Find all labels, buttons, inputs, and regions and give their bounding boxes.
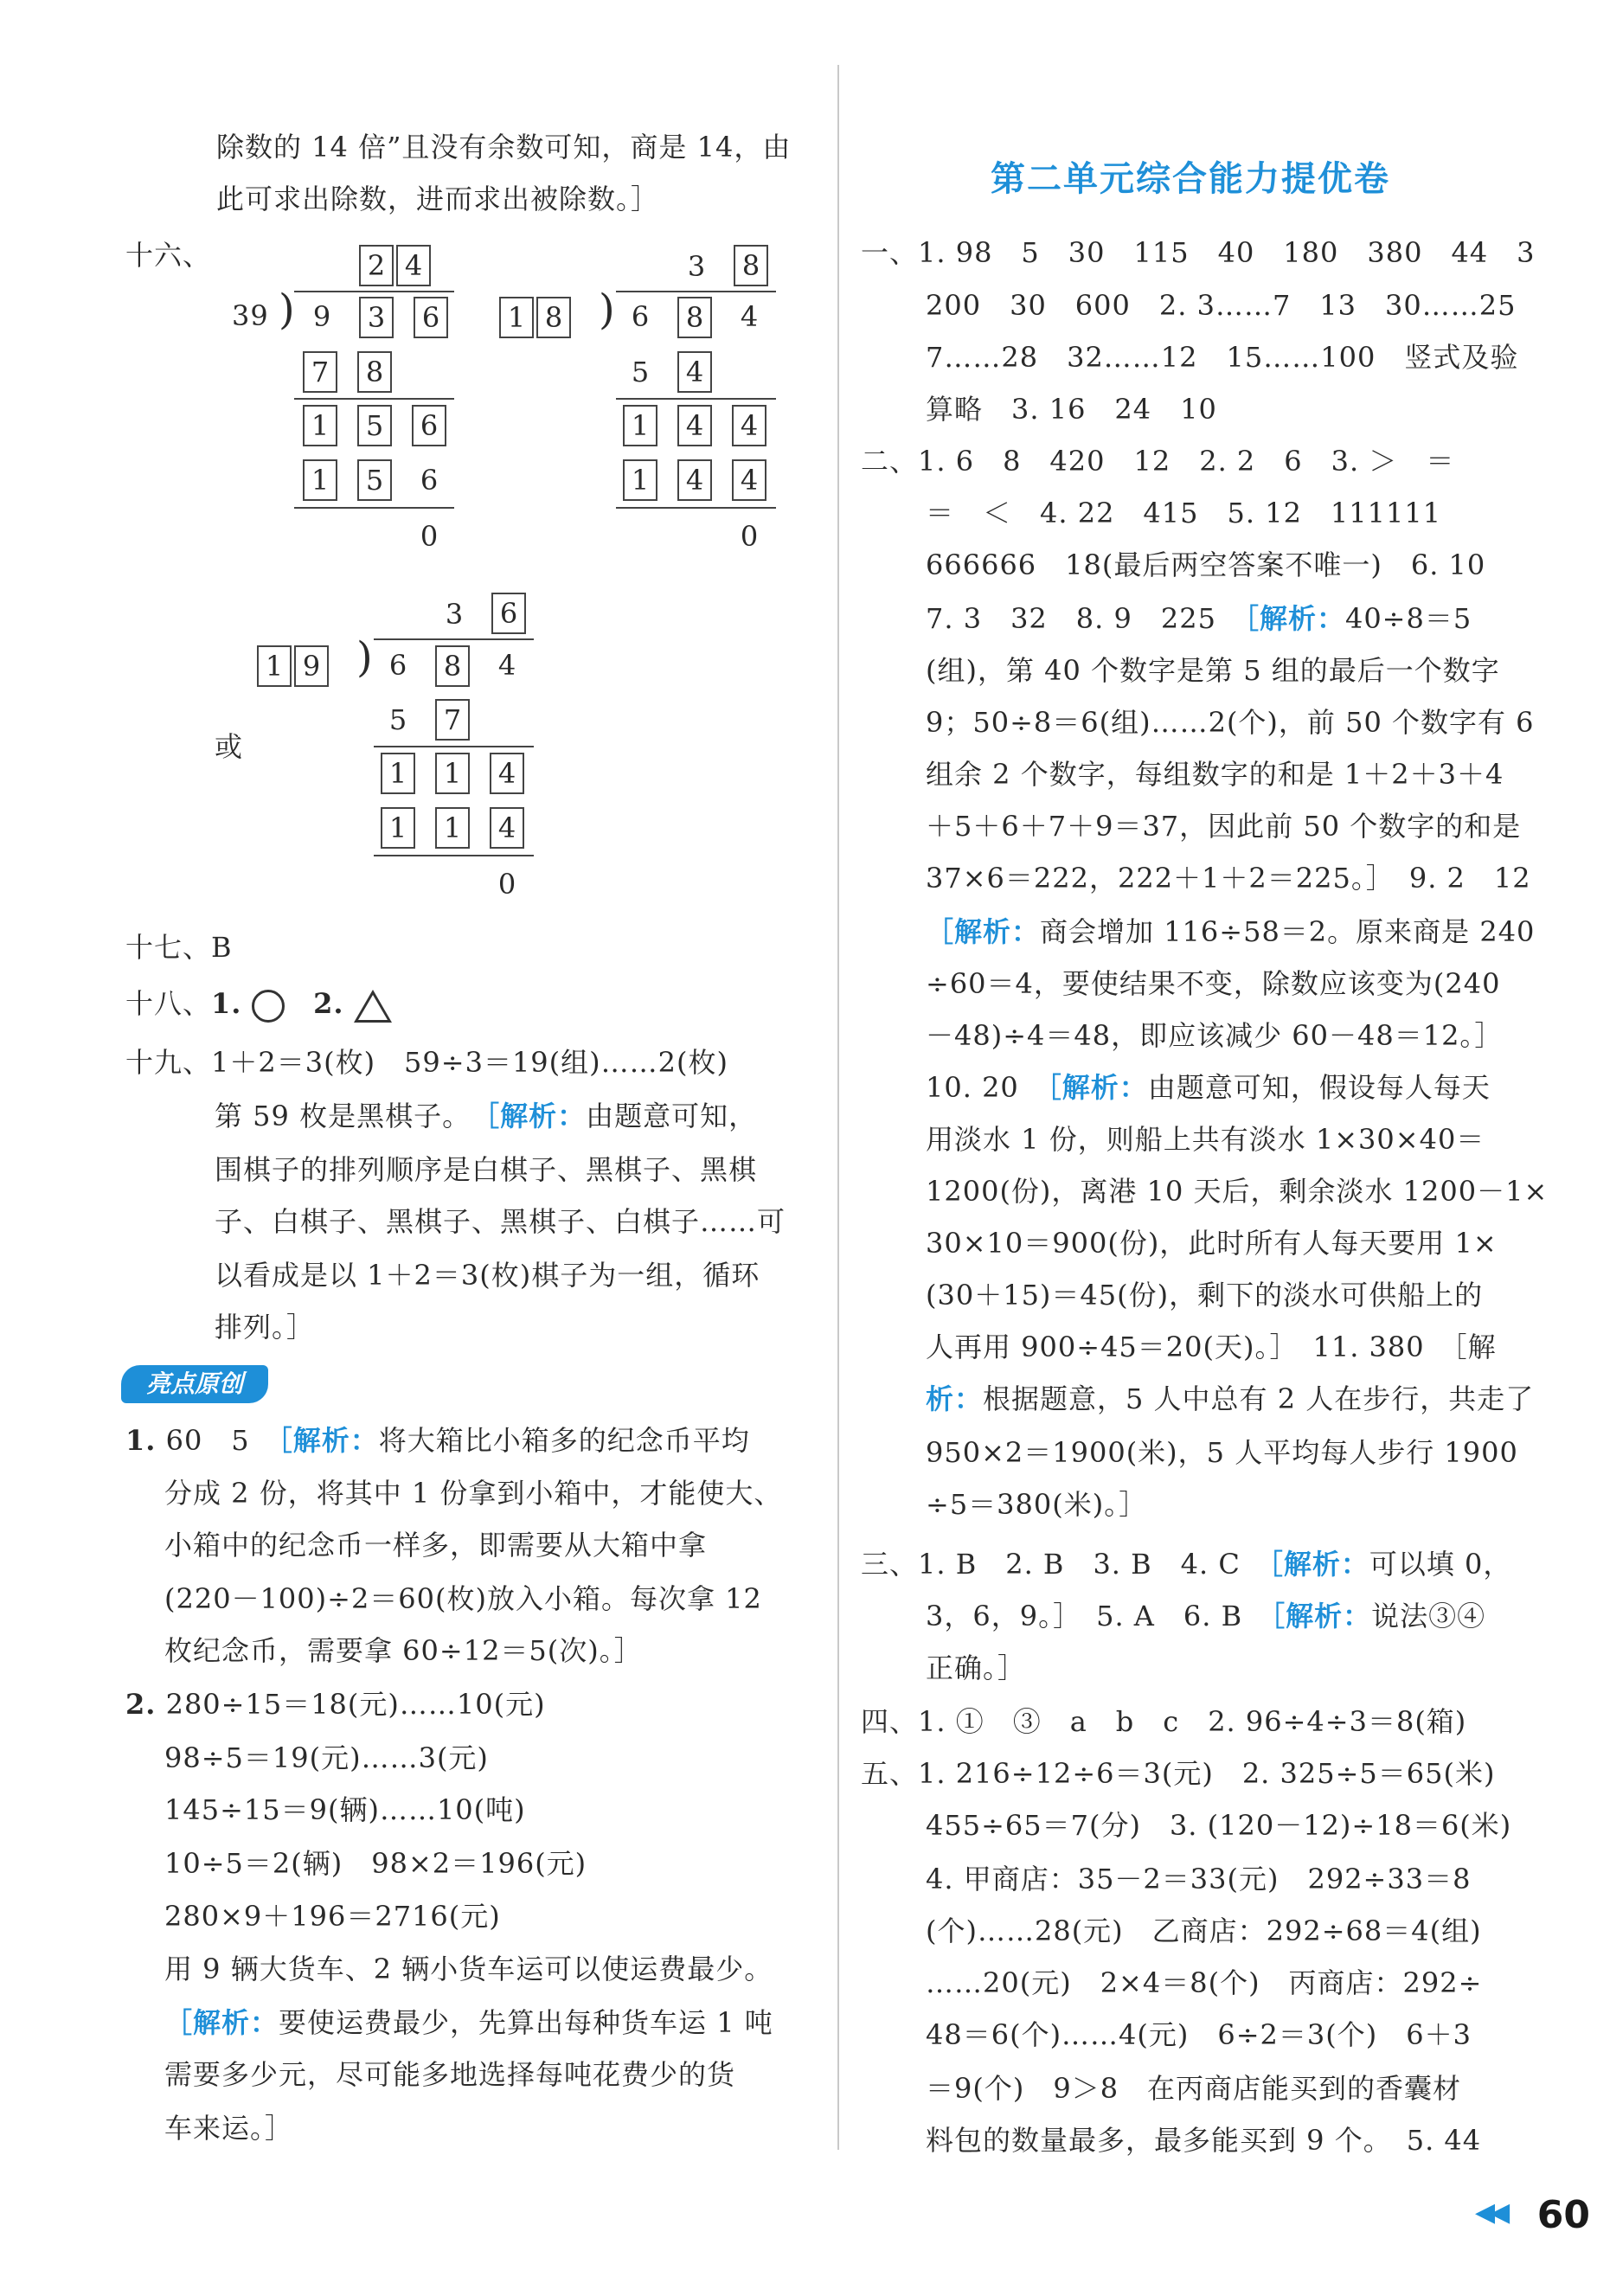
division-bracket: ) [599, 285, 615, 334]
dividend-digit: 6 [631, 300, 650, 333]
division-line [294, 507, 454, 509]
digit-box: 8 [357, 351, 392, 393]
right-line-3: 7……28 32……12 15……100 竖式及验 [926, 341, 1519, 374]
digit-box: 4 [490, 807, 524, 849]
digit-box: 5 [357, 459, 392, 501]
division-bar [374, 638, 534, 640]
right-line-22: 人再用 900÷45＝20(天)。］ 11. 380 ［解 [926, 1331, 1497, 1363]
analysis-label: ［解析： [485, 1100, 587, 1132]
h2-line-3: 145÷15＝9(辆)……10(吨) [164, 1793, 526, 1826]
right-line-10: 9；50÷8＝6(组)……2(个)，前 50 个数字有 6 [926, 706, 1535, 739]
quotient-digit: 3 [687, 250, 706, 283]
right-line-35: 48＝6(个)……4(元) 6÷2＝3(个) 6＋3 [926, 2018, 1472, 2051]
right-line-28: 正确。］ [926, 1651, 1027, 1684]
right-line-27: 3，6，9。］ 5. A 6. B ［解析：说法③④ [926, 1600, 1486, 1632]
digit-box: 8 [536, 297, 571, 338]
right-line-34: ……20(元) 2×4＝8(个) 丙商店：292÷ [926, 1966, 1483, 1999]
q18-label: 十八、 [125, 987, 212, 1020]
dividend-digit: 4 [497, 649, 516, 682]
digit: 5 [388, 703, 407, 736]
h2-line-1: 2. 280÷15＝18(元)……10(元) [125, 1688, 546, 1721]
digit-box: 2 [359, 245, 394, 286]
division-line [616, 507, 776, 509]
digit-box: 1 [435, 753, 470, 794]
q19-line-6: 排列。］ [215, 1311, 316, 1344]
right-line-20: 30×10＝900(份)，此时所有人每天要用 1× [926, 1227, 1498, 1260]
arrow-left-icon: ◀◀ [1475, 2197, 1505, 2228]
h2-line-4: 10÷5＝2(辆) 98×2＝196(元) [164, 1847, 587, 1880]
right-line-15: ÷60＝4，要使结果不变，除数应该变为(240 [926, 967, 1501, 1000]
right-line-19: 1200(份)，离港 10 天后，剩余淡水 1200－1× [926, 1175, 1549, 1208]
divisor: 39 [232, 299, 269, 332]
h2-line-5: 280×9＋196＝2716(元) [164, 1900, 501, 1933]
right-line-8: 7. 3 32 8. 9 225 ［解析：40÷8＝5 [926, 602, 1472, 635]
intro-line-2: 此可求出除数，进而求出被除数。］ [216, 183, 660, 215]
digit-box: 3 [359, 297, 394, 338]
right-line-23: 析：根据题意，5 人中总有 2 人在步行，共走了 [926, 1382, 1535, 1415]
q18-answer [125, 986, 392, 1023]
digit-box: 7 [435, 699, 470, 741]
digit-box: 4 [677, 351, 712, 393]
digit-box: 4 [396, 245, 431, 286]
right-line-29: 四、1. ① ③ a b c 2. 96÷4÷3＝8(箱) [861, 1705, 1467, 1738]
digit-box: 1 [257, 645, 292, 687]
h1-line-2: 分成 2 份，将其中 1 份拿到小箱中，才能使大、 [164, 1477, 783, 1510]
dividend-digit: 6 [388, 649, 407, 682]
right-line-11: 组余 2 个数字，每组数字的和是 1＋2＋3＋4 [926, 758, 1504, 791]
right-line-1: 一、1. 98 5 30 115 40 180 380 44 3 [861, 236, 1536, 269]
digit-box: 1 [435, 807, 470, 849]
h2-line-9: 车来运。］ [164, 2112, 294, 2145]
right-line-13: 37×6＝222，222＋1＋2＝225。］ 9. 2 12 [926, 862, 1531, 895]
h2-line-7: ［解析：要使运费最少，先算出每种货车运 1 吨 [164, 2006, 773, 2039]
digit-box: 6 [491, 593, 526, 634]
division-bar [294, 291, 454, 292]
right-line-9: (组)，第 40 个数字是第 5 组的最后一个数字 [926, 654, 1500, 687]
division-line [374, 855, 534, 856]
digit-box: 6 [412, 405, 446, 446]
division-line [374, 746, 534, 747]
column-divider [837, 65, 839, 2150]
right-line-12: ＋5＋6＋7＋9＝37，因此前 50 个数字的和是 [926, 810, 1522, 843]
digit-box: 8 [435, 645, 470, 687]
intro-line-1: 除数的 14 倍”且没有余数可知，商是 14，由 [216, 131, 792, 164]
division-bracket: ) [279, 285, 295, 334]
digit-box: 1 [303, 405, 337, 446]
or-label: 或 [215, 730, 244, 763]
division-bracket: ) [356, 633, 373, 682]
q19-line-3: 围棋子的排列顺序是白棋子、黑棋子、黑棋 [215, 1153, 758, 1186]
right-line-30: 五、1. 216÷12÷6＝3(元) 2. 325÷5＝65(米) [861, 1757, 1496, 1790]
division-line [616, 398, 776, 400]
result-digit: 0 [740, 520, 759, 553]
digit-box: 8 [677, 297, 712, 338]
digit-box: 1 [499, 297, 534, 338]
h1-line-1: 1. 60 5 ［解析：将大箱比小箱多的纪念币平均 [125, 1424, 750, 1457]
analysis-label: ［解析： [164, 2006, 279, 2039]
right-line-6: ＝ ＜ 4. 22 415 5. 12 111111 [926, 497, 1442, 529]
q19-line-1: 十九、1＋2＝3(枚) 59÷3＝19(组)……2(枚) [125, 1046, 728, 1079]
right-line-7: 666666 18(最后两空答案不唯一) 6. 10 [926, 548, 1486, 581]
q18-item-2: 2. [313, 987, 344, 1020]
digit-box: 4 [677, 459, 712, 501]
circle-icon [252, 990, 285, 1023]
analysis-label: ［解析： [278, 1424, 379, 1457]
right-line-24: 950×2＝1900(米)，5 人平均每人步行 1900 [926, 1436, 1518, 1469]
digit-box: 1 [303, 459, 337, 501]
digit-box: 4 [732, 459, 766, 501]
triangle-icon [354, 990, 392, 1023]
h2-line-8: 需要多少元，尽可能多地选择每吨花费少的货 [164, 2058, 736, 2091]
right-line-25: ÷5＝380(米)。］ [926, 1488, 1148, 1521]
q19-line-2: 第 59 枚是黑棋子。 ［解析：由题意可知， [215, 1100, 758, 1132]
h1-line-5: 枚纪念币，需要拿 60÷12＝5(次)。］ [164, 1634, 643, 1667]
right-line-37: 料包的数量最多，最多能买到 9 个。 5. 44 [926, 2124, 1482, 2157]
dividend-digit: 4 [740, 300, 759, 333]
right-line-21: (30＋15)＝45(份)，剩下的淡水可供船上的 [926, 1279, 1484, 1312]
q18-item-1: 1. [211, 987, 242, 1020]
digit-box: 8 [734, 245, 768, 286]
digit-box: 1 [381, 753, 415, 794]
right-line-2: 200 30 600 2. 3……7 13 30……25 [926, 289, 1517, 322]
right-line-14: ［解析：商会增加 116÷58＝2。原来商是 240 [926, 915, 1536, 948]
right-line-36: ＝9(个) 9＞8 在丙商店能买到的香囊材 [926, 2072, 1462, 2105]
q19-line-5: 以看成是以 1＋2＝3(枚)棋子为一组，循环 [215, 1259, 760, 1292]
digit: 6 [420, 464, 439, 497]
h2-line-2: 98÷5＝19(元)……3(元) [164, 1741, 489, 1774]
highlight-original-badge: 亮点原创 [121, 1365, 268, 1403]
right-line-26: 三、1. B 2. B 3. B 4. C ［解析：可以填 0， [861, 1548, 1512, 1581]
right-line-16: －48)÷4＝48，即应该减少 60－48＝12。］ [926, 1019, 1504, 1052]
section-title: 第二单元综合能力提优卷 [991, 159, 1390, 199]
digit-box: 4 [732, 405, 766, 446]
right-line-32: 4. 甲商店：35－2＝33(元) 292÷33＝8 [926, 1863, 1472, 1895]
page-number: 60 [1536, 2193, 1590, 2237]
digit-box: 9 [294, 645, 329, 687]
dividend-digit: 9 [312, 300, 331, 333]
digit-box: 5 [357, 405, 392, 446]
division-bar [616, 291, 776, 292]
h2-line-6: 用 9 辆大货车、2 辆小货车运可以使运费最少。 [164, 1953, 773, 1985]
digit-box: 4 [677, 405, 712, 446]
result-digit: 0 [420, 520, 439, 553]
right-line-18: 用淡水 1 份，则船上共有淡水 1×30×40＝ [926, 1123, 1485, 1156]
right-line-4: 算略 3. 16 24 10 [926, 393, 1217, 426]
digit-box: 7 [303, 351, 337, 393]
digit-box: 1 [623, 405, 657, 446]
right-line-33: (个)……28(元) 乙商店：292÷68＝4(组) [926, 1914, 1482, 1947]
right-line-31: 455÷65＝7(分) 3. (120－12)÷18＝6(米) [926, 1809, 1512, 1842]
right-line-17: 10. 20 ［解析：由题意可知，假设每人每天 [926, 1071, 1491, 1104]
quotient-digit: 3 [445, 598, 464, 631]
digit-box: 6 [414, 297, 448, 338]
digit-box: 1 [623, 459, 657, 501]
q16-label: 十六、 [125, 239, 212, 272]
digit-box: 1 [381, 807, 415, 849]
h1-line-4: (220－100)÷2＝60(枚)放入小箱。每次拿 12 [164, 1582, 762, 1615]
digit: 5 [631, 356, 650, 388]
right-line-5: 二、1. 6 8 420 12 2. 2 6 3. ＞ ＝ [861, 445, 1455, 478]
q19-line-4: 子、白棋子、黑棋子、黑棋子、白棋子……可 [215, 1205, 786, 1238]
division-line [294, 398, 454, 400]
result-digit: 0 [497, 868, 516, 901]
digit-box: 4 [490, 753, 524, 794]
q17-answer: 十七、B [125, 931, 233, 964]
h1-line-3: 小箱中的纪念币一样多，即需要从大箱中拿 [164, 1529, 708, 1562]
